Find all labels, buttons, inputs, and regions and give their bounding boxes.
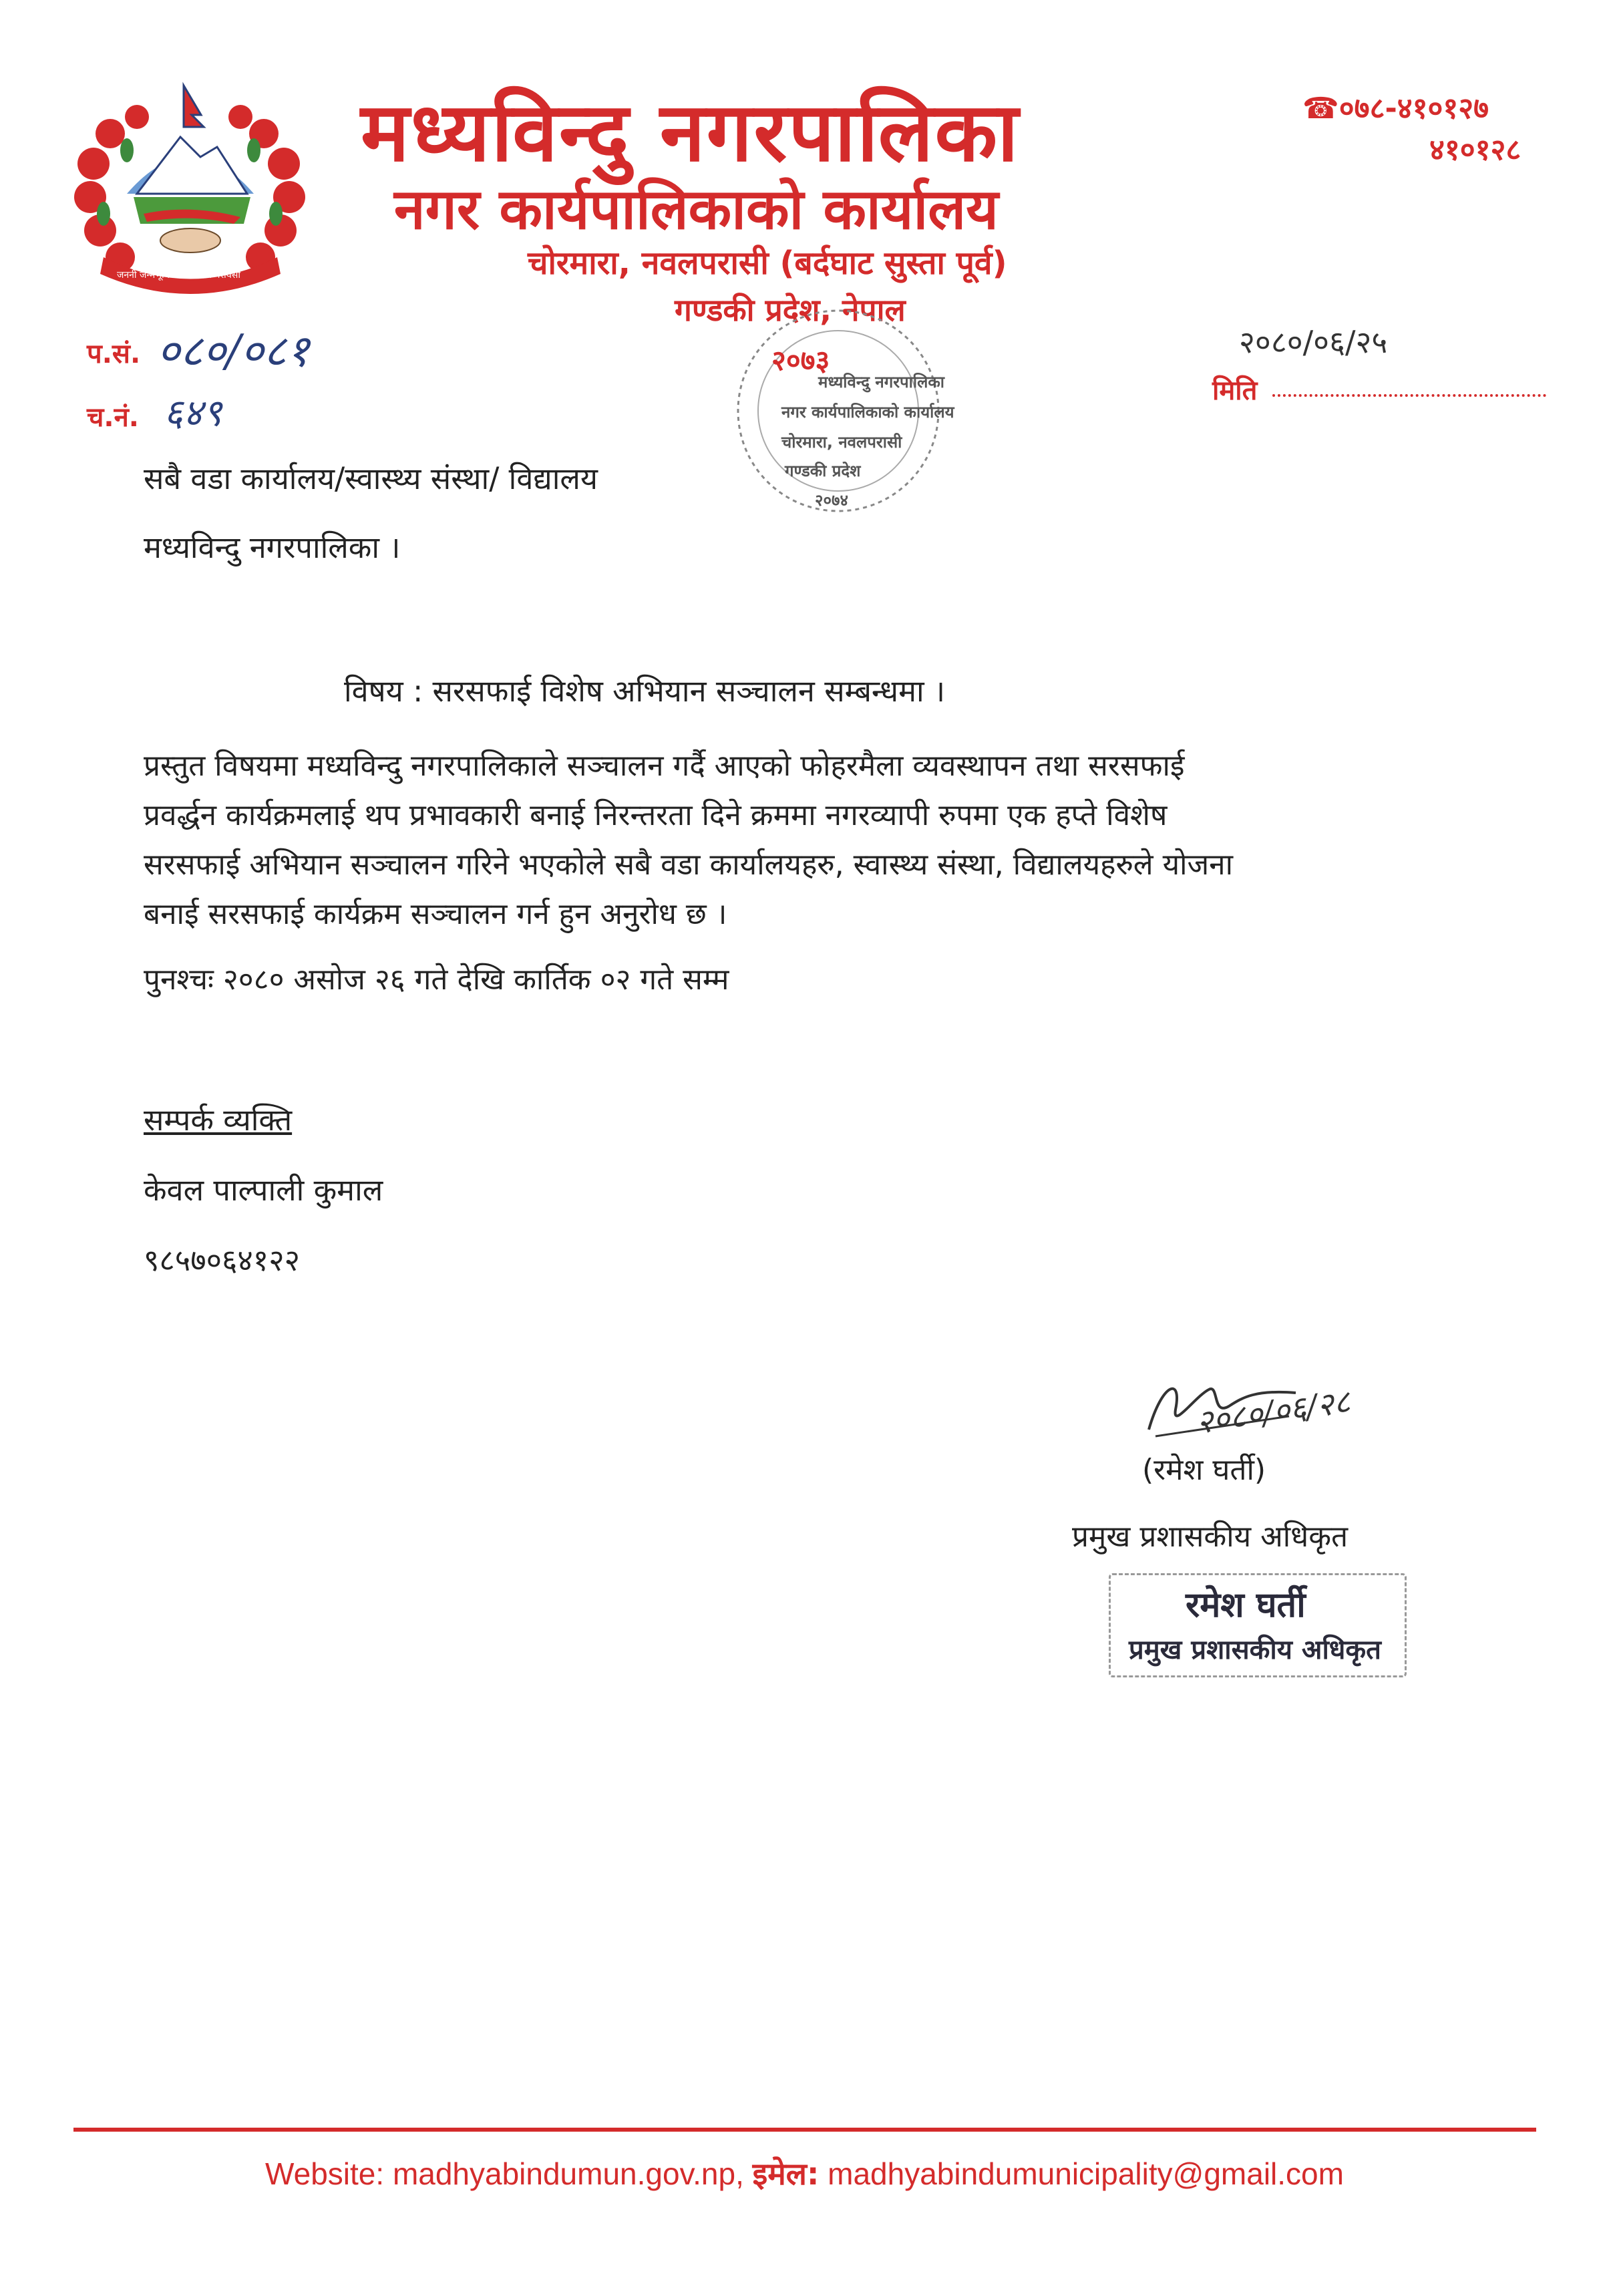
emblem-icon: [63, 80, 317, 301]
stamp-designation: प्रमुख प्रशासकीय अधिकृत: [1129, 1635, 1381, 1665]
signatory-designation: प्रमुख प्रशासकीय अधिकृत: [1072, 1520, 1349, 1554]
seal-line-3: चोरमारा, नवलपरासी: [781, 433, 902, 452]
date-value: २०८०/०६/२५: [1239, 324, 1388, 360]
website-link[interactable]: madhyabindumun.gov.np,: [392, 2156, 744, 2191]
date-dotted-line: [1272, 394, 1546, 397]
ps-label: प.सं.: [87, 339, 141, 369]
office-seal-stamp: [718, 301, 958, 521]
body-line-4: बनाई सरसफाई कार्यक्रम सञ्चालन गर्न हुन अनुरोध छ ।: [144, 897, 727, 931]
website-label: Website:: [265, 2156, 385, 2191]
contact-heading: सम्पर्क व्यक्ति: [144, 1102, 293, 1138]
seal-year-top: २०७३: [771, 344, 830, 377]
phone-number-1: ☎०७८-४१०१२७: [1302, 92, 1489, 126]
seal-line-1: मध्यविन्दु नगरपालिका: [818, 373, 945, 391]
email-link[interactable]: madhyabindumunicipality@gmail.com: [828, 2156, 1344, 2191]
subject-line: विषय : सरसफाई विशेष अभियान सञ्चालन सम्बन्धमा ।: [344, 673, 946, 709]
body-line-2: प्रवर्द्धन कार्यक्रमलाई थप प्रभावकारी बनाई निरन्तरता दिने क्रममा नगरव्यापी रुपमा एक हप्ते विशेष: [144, 798, 1168, 832]
postscript: पुनश्चः २०८० असोज २६ गते देखि कार्तिक ०२ गते सम्म: [144, 963, 729, 997]
address-line-1: चोरमारा, नवलपरासी (बर्दघाट सुस्ता पूर्व): [528, 244, 1007, 282]
ps-value: ०८०/०८१: [157, 325, 310, 377]
signatory-name: (रमेश घर्ती): [1142, 1453, 1266, 1487]
address-line-2: गण्डकी प्रदेश, नेपाल: [675, 292, 906, 328]
contact-name: केवल पाल्पाली कुमाल: [144, 1172, 383, 1208]
body-line-1: प्रस्तुत विषयमा मध्यविन्दु नगरपालिकाले सञ्चालन गर्दै आएको फोहरमैला व्यवस्थापन तथा सरसफाई: [144, 749, 1185, 783]
phone-number-2: ४१०१२८: [1429, 133, 1522, 167]
stamp-name: रमेश घर्ती: [1186, 1585, 1306, 1625]
footer-divider: [73, 2128, 1536, 2132]
municipality-title: मध्यविन्दु नगरपालिका: [361, 85, 1020, 180]
recipient-line-1: सबै वडा कार्यालय/स्वास्थ्य संस्था/ विद्यालय: [144, 461, 598, 496]
signature-date: २०८०/०६/२८: [1194, 1383, 1353, 1442]
footer-contact: [0, 2152, 1609, 2194]
recipient-line-2: मध्यविन्दु नगरपालिका ।: [144, 530, 401, 565]
contact-phone: ९८५७०६४१२२: [144, 1243, 301, 1278]
cn-label: च.नं.: [87, 402, 139, 433]
seal-line-2: नगर कार्यपालिकाको कार्यालय: [781, 403, 954, 422]
seal-line-4: गण्डकी प्रदेश: [785, 462, 861, 480]
emblem-motto: जननी जन्मभूमिश्च स्वर्गादपि गरीयसी: [117, 270, 240, 281]
cn-value: ६४९: [164, 391, 222, 435]
date-label: मिति: [1212, 375, 1258, 406]
nepal-emblem: [63, 80, 317, 301]
seal-year-bottom: २०७४: [815, 491, 848, 510]
body-line-3: सरसफाई अभियान सञ्चालन गरिने भएकोले सबै वडा कार्यालयहरु, स्वास्थ्य संस्था, विद्यालयहरुले योजना: [144, 848, 1233, 882]
email-label: इमेल:: [752, 2156, 820, 2192]
office-title: नगर कार्यपालिकाको कार्यालय: [394, 176, 999, 242]
